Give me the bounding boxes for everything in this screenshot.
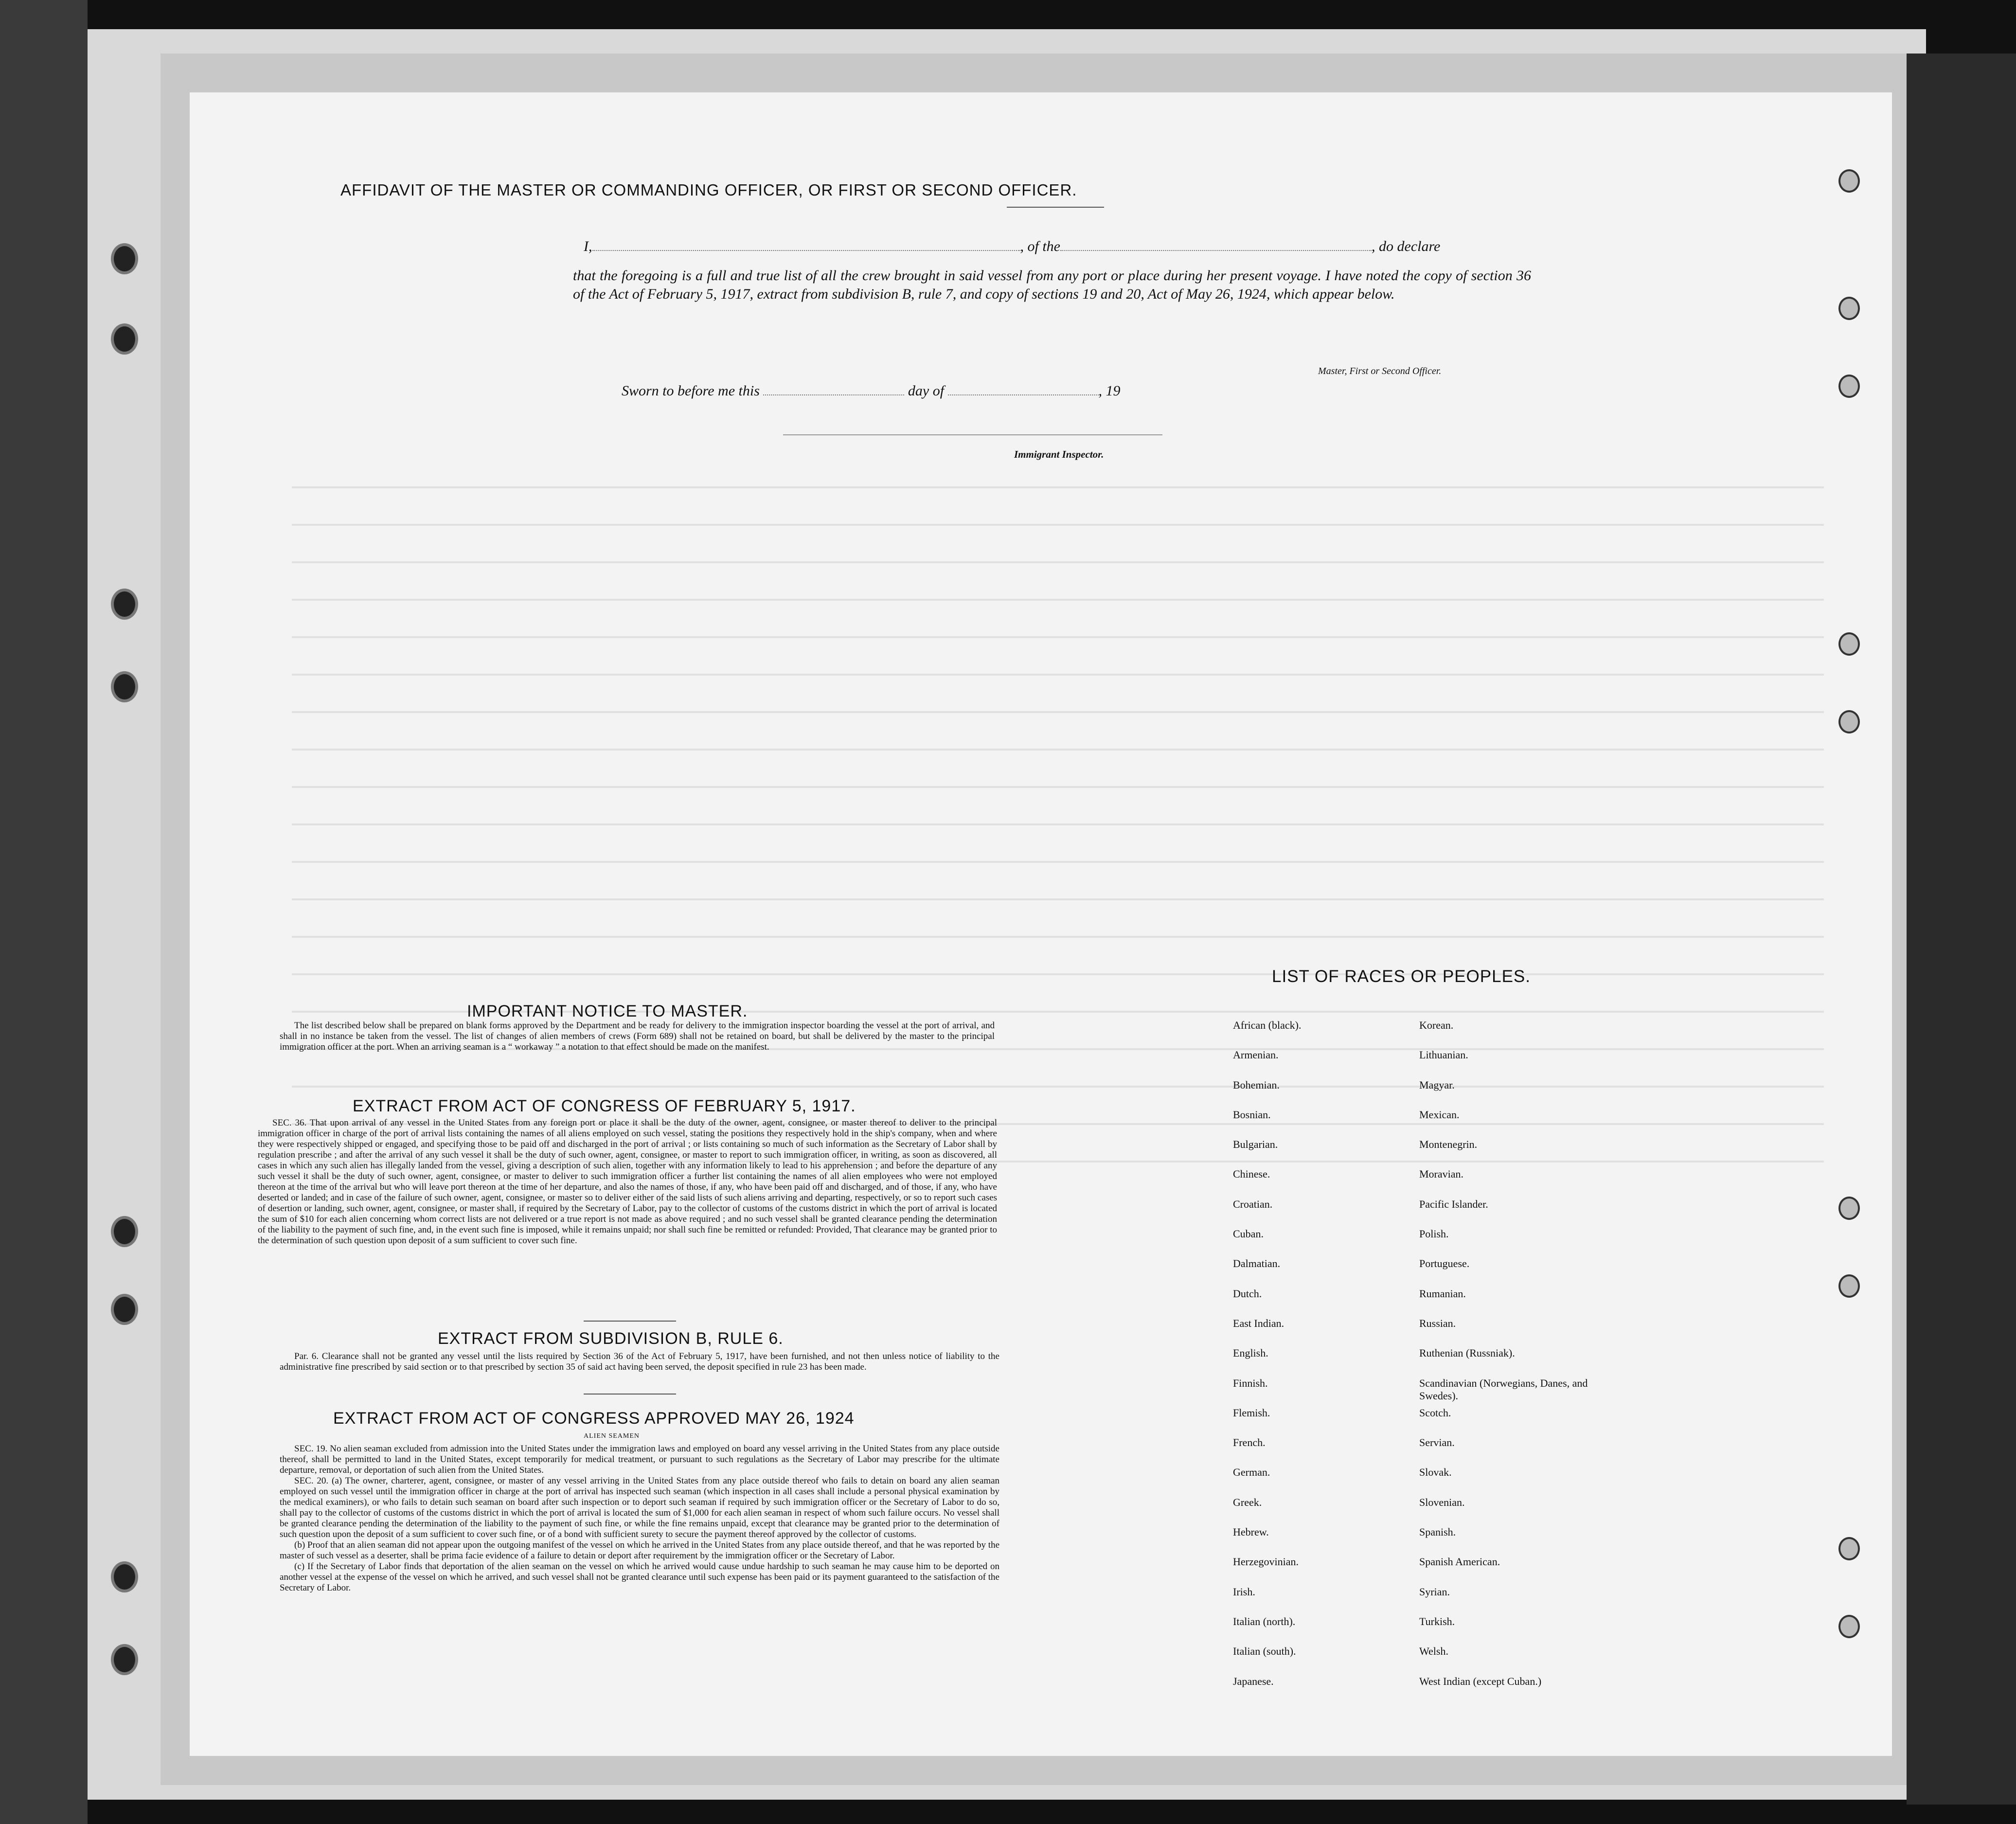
punch-hole	[1838, 1537, 1860, 1560]
notice-paragraph: The list described below shall be prepared on blank forms approved by the Department and be ready for delivery to the immigration inspector boarding the vessel at the port of arrival, and shall in no instance be taken from the vessel. The list of changes of alien members of crews (Form 689) shall not be retained on board, but shall be delivered by the master to the principal immigration officer at the port. When an arriving seaman is a “ workaway ” a notation to that effect should be made on the manifest.	[280, 1020, 995, 1052]
race-item: Greek.	[1233, 1496, 1262, 1508]
race-item: Polish.	[1419, 1228, 1449, 1240]
section-20c-paragraph: (c) If the Secretary of Labor finds that deportation of the alien seaman on the vessel on which he arrived would cause undue hardship to such seaman he may cause him to be deported on another vessel at the expense of the vessel on which he arrived, and such vessel shall not be granted clearance until such expense has been paid or its payment guaranteed to the satisfaction of the Secretary of Labor.	[280, 1561, 999, 1593]
race-item: German.	[1233, 1466, 1270, 1479]
extract-1917-title: EXTRACT FROM ACT OF CONGRESS OF FEBRUARY 5, 1917.	[353, 1097, 856, 1115]
binder-hole	[111, 323, 138, 355]
subdivision-text	[280, 1351, 999, 1373]
subdivision-title: EXTRACT FROM SUBDIVISION B, RULE 6.	[438, 1329, 784, 1348]
race-item: African (black).	[1233, 1019, 1302, 1031]
punch-hole	[1838, 1274, 1860, 1298]
punch-hole	[1838, 375, 1860, 398]
race-item: Croatian.	[1233, 1198, 1273, 1210]
races-title: LIST OF RACES OR PEOPLES.	[1272, 967, 1531, 986]
binder-hole	[111, 243, 138, 274]
race-item: Finnish.	[1233, 1377, 1268, 1389]
extract-1924-text	[280, 1444, 999, 1593]
race-item: Armenian.	[1233, 1049, 1279, 1061]
declaration-of-the: , of the	[1020, 238, 1060, 254]
right-binder-edge	[1907, 54, 2016, 1805]
section-36-paragraph: SEC. 36. That upon arrival of any vessel in the United States from any foreign port or place it shall be the duty of the owner, agent, consignee, or master thereof to deliver to the principal immigration officer in charge of the port of arrival lists containing the names of all aliens employed on such vessel, stating the positions they respectively hold in the ship's company, when and where they were respectively shipped or engaged, and specifying those to be paid off and discharged in the port of arrival ; or lists containing so much of such information as the Secretary of Labor shall by regulation prescribe ; and after the arrival of any such vessel it shall be the duty of such owner, agent, consignee, or master to report to such immigration officer, in writing, as soon as discovered, all cases in which any such alien has illegally landed from the vessel, giving a description of such alien, together with any information likely to lead to his apprehension ; and before the departure of any such vessel it shall be the duty of such owner, agent, consignee, or master to deliver to such immigration officer a further list containing the names of all alien employees who were not employed thereon at the time of the arrival but who will leave port thereon at the time of her departure, and also the names of those, if any, who have been paid off and discharged, and of those, if any, who have deserted or landed; and in case of the failure of such owner, agent, consignee, or master so to deliver either of the said lists of such aliens arriving and departing, respectively, or so to report such cases of desertion or landing, such owner, agent, consignee, or master shall, if required by the Secretary of Labor, pay to the collector of customs of the customs district in which the port of arrival is located the sum of $10 for each alien concerning whom correct lists are not delivered or a true report is not made as above required ; and no such vessel shall be granted clearance pending the determination of the liability to the payment of such fine, and, in the event such fine is imposed, while it remains unpaid; nor shall such fine be remitted or refunded: Provided, That clearance may be granted prior to the determination of such question upon deposit of a sum sufficient to cover such fine.	[258, 1118, 997, 1246]
race-item: Bulgarian.	[1233, 1138, 1278, 1151]
races-right-column	[1419, 1019, 1594, 1705]
race-item: Spanish.	[1419, 1526, 1456, 1538]
section-19-paragraph: SEC. 19. No alien seaman excluded from admission into the United States under the immigration laws and employed on board any vessel arriving in the United States from any place outside thereof, shall be permitted to land in the United States, except temporarily for medical treatment, or pursuant to such regulations as the Secretary of Labor may prescribe for the ultimate departure, removal, or deportation of such alien from the United States.	[280, 1444, 999, 1475]
race-item: Slovak.	[1419, 1466, 1452, 1479]
section-20a-paragraph: SEC. 20. (a) The owner, charterer, agent, consignee, or master of any vessel arriving in the United States from any place outside thereof who fails to detain on board any alien seaman employed on such vessel until the immigration officer in charge at the port of arrival has inspected such seaman (which inspection in all cases shall include a personal physical examination by the medical examiners), or who fails to detain such seaman on board after such inspection or to deport such seaman if required by such immigration officer or the Secretary of Labor to do so, shall pay to the collector of customs of the customs district in which the port of arrival is located the sum of $1,000 for each alien seaman in respect of whom such failure occurs. No vessel shall be granted clearance pending the determination of the liability to the payment of such fine, or while the fine remains unpaid, except that clearance may be granted prior to the determination of such question upon the deposit of a sum sufficient to cover such fine, or of a bond with sufficient surety to secure the payment thereof approved by the collector of customs.	[280, 1476, 999, 1539]
alien-seamen-subtitle: ALIEN SEAMEN	[584, 1432, 640, 1440]
inspector-label: Immigrant Inspector.	[1014, 448, 1104, 460]
race-item: Italian (north).	[1233, 1615, 1296, 1627]
race-item: Dalmatian.	[1233, 1257, 1281, 1270]
race-item: Korean.	[1419, 1019, 1454, 1031]
race-item: Pacific Islander.	[1419, 1198, 1488, 1210]
declaration-declare: , do declare	[1372, 238, 1441, 254]
race-item: Bosnian.	[1233, 1108, 1271, 1121]
race-item: Hebrew.	[1233, 1526, 1269, 1538]
affidavit-body: that the foregoing is a full and true list of all the crew brought in said vessel from any port or place during her present voyage. I have noted the copy of section 36 of the Act of February 5, 1917, extract from subdivision B, rule 7, and copy of sections 19 and 20, Act of May 26, 1924, which appear below.	[573, 268, 1531, 302]
race-item: Portuguese.	[1419, 1257, 1470, 1270]
race-item: Montenegrin.	[1419, 1138, 1478, 1151]
race-item: Slovenian.	[1419, 1496, 1465, 1508]
extract-1917-text	[258, 1118, 997, 1246]
race-item: Turkish.	[1419, 1615, 1455, 1627]
race-item: Mexican.	[1419, 1108, 1460, 1121]
par-6-paragraph: Par. 6. Clearance shall not be granted any vessel until the lists required by Section 36 of the Act of February 5, 1917, have been furnished, and not then unless notice of liability to the administrative fine prescribed by said section or to that prescribed by section 35 of said act having been served, the deposit specified in rule 23 has been made.	[280, 1351, 999, 1372]
section-20b-paragraph: (b) Proof that an alien seaman did not appear upon the outgoing manifest of the vessel on which he arrived in the United States from any place outside thereof, and that he was reported by the master of such vessel as a deserter, shall be prima facie evidence of a failure to detain or deport after requirement by the immigration officer or the Secretary of Labor.	[280, 1540, 999, 1561]
declaration-i: I,	[584, 238, 592, 254]
race-item: Spanish American.	[1419, 1556, 1500, 1568]
race-item: French.	[1233, 1436, 1266, 1449]
sworn-start: Sworn to before me this	[622, 383, 760, 399]
race-item: Syrian.	[1419, 1585, 1450, 1598]
sworn-date-blank[interactable]	[763, 382, 904, 395]
race-item: Dutch.	[1233, 1287, 1262, 1300]
race-item: Moravian.	[1419, 1168, 1464, 1180]
race-item: West Indian (except Cuban.)	[1419, 1675, 1542, 1687]
race-item: English.	[1233, 1347, 1268, 1359]
race-item: East Indian.	[1233, 1317, 1285, 1329]
race-item: Chinese.	[1233, 1168, 1270, 1180]
race-item: Scotch.	[1419, 1406, 1451, 1419]
sworn-month-blank[interactable]	[948, 382, 1099, 395]
race-item: Herzegovinian.	[1233, 1556, 1299, 1568]
punch-hole	[1838, 297, 1860, 320]
sworn-line	[622, 382, 1121, 399]
binder-hole	[111, 1294, 138, 1325]
notice-title: IMPORTANT NOTICE TO MASTER.	[467, 1002, 748, 1020]
race-item: Irish.	[1233, 1585, 1255, 1598]
binder-hole	[111, 589, 138, 620]
race-item: Flemish.	[1233, 1406, 1270, 1419]
race-item: Magyar.	[1419, 1078, 1455, 1091]
binder-strip	[0, 0, 88, 1824]
race-item: Cuban.	[1233, 1228, 1264, 1240]
extract-1924-title: EXTRACT FROM ACT OF CONGRESS APPROVED MAY 26, 1924	[333, 1409, 855, 1428]
binder-hole	[111, 1216, 138, 1247]
sworn-year: , 19	[1098, 383, 1121, 399]
sworn-day-of: day of	[908, 383, 945, 399]
section-divider	[584, 1321, 676, 1322]
punch-hole	[1838, 169, 1860, 193]
title-divider	[1007, 207, 1104, 208]
master-signature-label: Master, First or Second Officer.	[1318, 366, 1442, 376]
binder-hole	[111, 1561, 138, 1592]
punch-hole	[1838, 1615, 1860, 1638]
race-item: Japanese.	[1233, 1675, 1274, 1687]
race-item: Bohemian.	[1233, 1078, 1280, 1091]
race-item: Scandinavian (Norwegians, Danes, and Swedes).	[1419, 1377, 1588, 1402]
binder-hole	[111, 671, 138, 702]
affidavit-title: AFFIDAVIT OF THE MASTER OR COMMANDING OFFICER, OR FIRST OR SECOND OFFICER.	[340, 181, 1077, 199]
race-item: Welsh.	[1419, 1645, 1448, 1658]
punch-hole	[1838, 632, 1860, 656]
vessel-blank[interactable]	[1060, 237, 1372, 251]
binder-hole	[111, 1644, 138, 1675]
race-item: Rumanian.	[1419, 1287, 1466, 1300]
declaration-line	[584, 237, 1440, 255]
inspector-signature-line	[783, 434, 1162, 435]
punch-hole	[1838, 710, 1860, 733]
race-item: Lithuanian.	[1419, 1049, 1468, 1061]
race-item: Russian.	[1419, 1317, 1456, 1329]
punch-hole	[1838, 1197, 1860, 1220]
races-left-column	[1233, 1019, 1301, 1705]
notice-text	[280, 1020, 995, 1053]
race-item: Ruthenian (Russniak).	[1419, 1347, 1515, 1359]
name-blank[interactable]	[592, 237, 1020, 251]
race-item: Servian.	[1419, 1436, 1455, 1449]
race-item: Italian (south).	[1233, 1645, 1296, 1658]
section-divider	[584, 1394, 676, 1395]
